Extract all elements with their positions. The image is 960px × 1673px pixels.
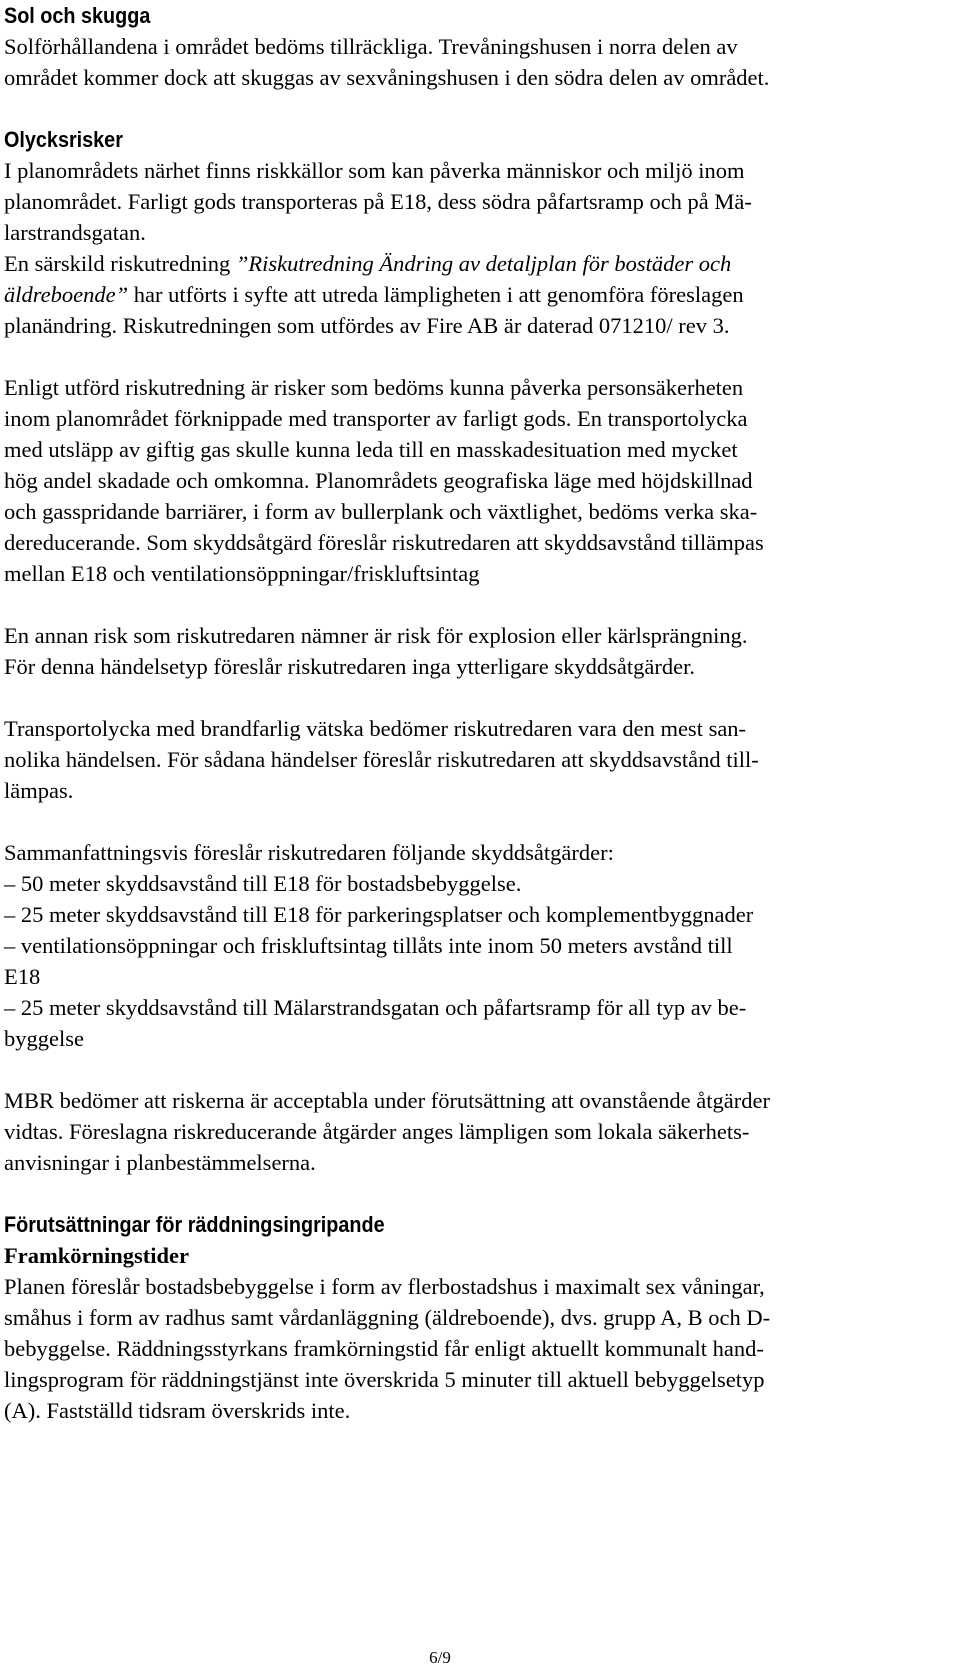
section-heading-rescue: Förutsättningar för räddningsingripande [4, 1212, 385, 1237]
text-line: larstrandsgatan. [4, 220, 146, 245]
text-line [4, 279, 934, 310]
text-line: inom planområdet förknippade med transporter av farligt gods. En transportolycka [4, 406, 748, 431]
text-line: mellan E18 och ventilationsöppningar/friskluftsintag [4, 561, 480, 586]
text-line: anvisningar i planbestämmelserna. [4, 1150, 316, 1175]
page-number: 6/9 [429, 1648, 451, 1667]
text-line: hög andel skadade och omkomna. Planområdets geografiska läge med höjdskillnad [4, 468, 753, 493]
subheading-response-times: Framkörningstider [4, 1243, 189, 1268]
report-title-italic: äldreboende” [4, 282, 129, 307]
text-line: MBR bedömer att riskerna är acceptabla under förutsättning att ovanstående åtgärder [4, 1088, 770, 1113]
text-line: Solförhållandena i området bedöms tillräckliga. Trevåningshusen i norra delen av [4, 34, 738, 59]
text-span: har utförts i syfte att utreda lämpligheten i att genomföra föreslagen [128, 282, 744, 307]
text-line: nolika händelsen. För sådana händelser föreslår riskutredaren att skyddsavstånd till- [4, 747, 759, 772]
list-item: – 25 meter skyddsavstånd till Mälarstrandsgatan och påfartsramp för all typ av be- [4, 995, 747, 1020]
text-line: småhus i form av radhus samt vårdanläggning (äldreboende), dvs. grupp A, B och D- [4, 1305, 771, 1330]
text-line: I planområdets närhet finns riskkällor som kan påverka människor och miljö inom [4, 158, 745, 183]
text-line [4, 248, 934, 279]
section-heading-sun: Sol och skugga [4, 3, 151, 28]
text-line: lingsprogram för räddningstjänst inte överskrida 5 minuter till aktuell bebyggelsetyp [4, 1367, 765, 1392]
text-line: planändring. Riskutredningen som utfördes av Fire AB är daterad 071210/ rev 3. [4, 313, 730, 338]
text-line: bebyggelse. Räddningsstyrkans framkörningstid får enligt aktuellt kommunalt hand- [4, 1336, 764, 1361]
list-item: – 50 meter skyddsavstånd till E18 för bostadsbebyggelse. [4, 871, 522, 896]
text-line: (A). Fastställd tidsram överskrids inte. [4, 1398, 351, 1423]
text-line: planområdet. Farligt gods transporteras på E18, dess södra påfartsramp och på Mä- [4, 189, 752, 214]
list-item: – 25 meter skyddsavstånd till E18 för parkeringsplatser och komplementbyggnader [4, 902, 754, 927]
list-item: – ventilationsöppningar och friskluftsintag tillåts inte inom 50 meters avstånd till [4, 933, 733, 958]
section-heading-risks: Olycksrisker [4, 127, 123, 152]
text-line: med utsläpp av giftig gas skulle kunna leda till en masskadesituation med mycket [4, 437, 738, 462]
text-line: Transportolycka med brandfarlig vätska bedömer riskutredaren vara den mest san- [4, 716, 747, 741]
document-page [4, 0, 934, 1426]
text-span: En särskild riskutredning [4, 251, 236, 276]
text-line: Sammanfattningsvis föreslår riskutredaren följande skyddsåtgärder: [4, 840, 614, 865]
text-line: Planen föreslår bostadsbebyggelse i form av flerbostadshus i maximalt sex våningar, [4, 1274, 765, 1299]
text-line: lämpas. [4, 778, 74, 803]
text-line: området kommer dock att skuggas av sexvåningshusen i den södra delen av området. [4, 65, 770, 90]
report-title-italic: ”Riskutredning Ändring av detaljplan för bostäder och [235, 251, 732, 276]
text-line: För denna händelsetyp föreslår riskutredaren inga ytterligare skyddsåtgärder. [4, 654, 696, 679]
list-item: E18 [4, 964, 41, 989]
list-item: byggelse [4, 1026, 84, 1051]
text-line: Enligt utförd riskutredning är risker som bedöms kunna påverka personsäkerheten [4, 375, 744, 400]
text-line: dereducerande. Som skyddsåtgärd föreslår riskutredaren att skyddsavstånd tillämpas [4, 530, 764, 555]
text-line: och gasspridande barriärer, i form av bullerplank och växtlighet, bedöms verka ska- [4, 499, 758, 524]
text-line: En annan risk som riskutredaren nämner är risk för explosion eller kärlsprängning. [4, 623, 748, 648]
text-line: vidtas. Föreslagna riskreducerande åtgärder anges lämpligen som lokala säkerhets- [4, 1119, 750, 1144]
